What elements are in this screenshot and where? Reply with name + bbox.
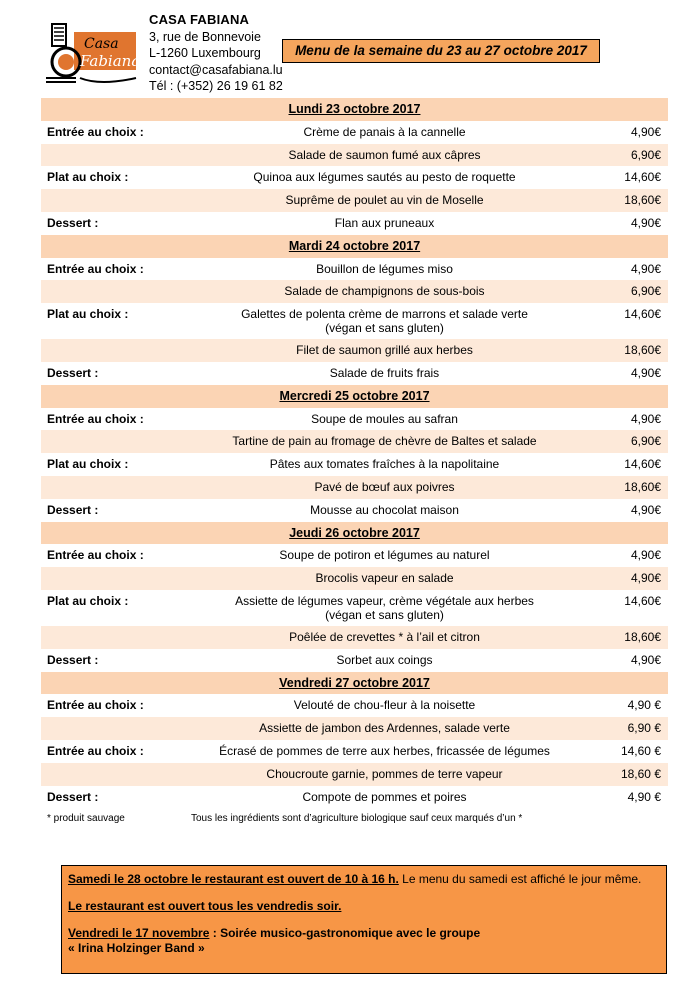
dish-line: Écrasé de pommes de terre aux herbes, fricassée de légumes	[219, 743, 550, 758]
price: 4,90€	[630, 261, 661, 276]
dish-name	[159, 284, 610, 298]
price: 4,90€	[630, 411, 661, 426]
casa-fabiana-logo	[44, 18, 142, 92]
dish-line: Galettes de polenta crème de marrons et salade verte	[241, 307, 528, 322]
price: 4,90€	[630, 652, 661, 667]
course-label: Entrée au choix :	[47, 411, 144, 426]
dish-name	[159, 480, 610, 494]
price: 4,90 €	[627, 789, 661, 804]
price: 6,90€	[630, 284, 661, 299]
menu-row	[41, 786, 668, 809]
dish-name	[159, 193, 610, 207]
menu-row	[41, 453, 668, 476]
course-label: Entrée au choix :	[47, 698, 144, 713]
dish-line: Flan aux pruneaux	[334, 215, 435, 230]
price: 18,60€	[624, 193, 661, 208]
menu-row	[41, 339, 668, 362]
footnote-wild-product: * produit sauvage	[47, 813, 125, 825]
course-label: Dessert :	[47, 652, 99, 667]
menu-title: Menu de la semaine du 23 au 27 octobre 2017	[282, 39, 600, 63]
footnote-organic: Tous les ingrédients sont d’agriculture biologique sauf ceux marqués d’un *	[191, 813, 523, 825]
menu-row	[41, 430, 668, 453]
info-line-1: Samedi le 28 octobre le restaurant est ouvert de 10 à 16 h. Le menu du samedi est affiché le jour même.	[68, 872, 642, 886]
dish-line: Bouillon de légumes miso	[316, 261, 453, 276]
menu-row	[41, 408, 668, 431]
dish-line: Choucroute garnie, pommes de terre vapeur	[266, 766, 503, 781]
menu-row	[41, 121, 668, 144]
menu-footnote	[41, 808, 668, 828]
dish-name	[159, 698, 610, 712]
price: 14,60€	[624, 457, 661, 472]
price: 18,60€	[624, 629, 661, 644]
svg-text:Fabiana: Fabiana	[80, 52, 141, 70]
menu-row	[41, 258, 668, 281]
day-header: Mardi 24 octobre 2017	[41, 235, 668, 258]
dish-line: Soupe de moules au safran	[311, 411, 458, 426]
price: 18,60€	[624, 479, 661, 494]
dish-name	[159, 343, 610, 357]
dish-name	[159, 148, 610, 162]
price: 14,60 €	[620, 743, 661, 758]
dish-name	[159, 571, 610, 585]
address-line-1: 3, rue de Bonnevoie	[149, 29, 261, 44]
restaurant-contact	[149, 12, 283, 95]
menu-row	[41, 189, 668, 212]
price: 4,90€	[630, 215, 661, 230]
dish-line: Tartine de pain au fromage de chèvre de Baltes et salade	[232, 434, 537, 449]
dish-name	[159, 767, 610, 781]
dish-line: Pavé de bœuf aux poivres	[314, 479, 455, 494]
menu-row	[41, 499, 668, 522]
phone: Tél : (+352) 26 19 61 82	[149, 79, 283, 94]
course-label: Plat au choix :	[47, 170, 129, 185]
menu-row	[41, 763, 668, 786]
dish-line: Salade de champignons de sous-bois	[284, 284, 485, 299]
course-label: Dessert :	[47, 215, 99, 230]
dish-line: Compote de pommes et poires	[302, 789, 467, 804]
dish-note: (végan et sans gluten)	[325, 607, 444, 622]
dish-name	[159, 434, 610, 448]
dish-note: (végan et sans gluten)	[325, 321, 444, 336]
info-line-2: Le restaurant est ouvert tous les vendredis soir.	[68, 899, 342, 913]
course-label: Entrée au choix :	[47, 743, 144, 758]
dish-line: Mousse au chocolat maison	[310, 502, 459, 517]
menu-row	[41, 362, 668, 385]
menu-row	[41, 212, 668, 235]
dish-line: Assiette de jambon des Ardennes, salade verte	[259, 721, 510, 736]
course-label: Plat au choix :	[47, 593, 129, 608]
dish-name	[159, 457, 610, 471]
price: 4,90 €	[627, 698, 661, 713]
course-label: Entrée au choix :	[47, 124, 144, 139]
day-header: Lundi 23 octobre 2017	[41, 98, 668, 121]
course-label: Entrée au choix :	[47, 548, 144, 563]
restaurant-name: CASA FABIANA	[149, 12, 250, 27]
dish-name	[159, 262, 610, 276]
price: 6,90 €	[627, 721, 661, 736]
dish-line: Pâtes aux tomates fraîches à la napolitaine	[269, 457, 500, 472]
info-line-3: Vendredi le 17 novembre : Soirée musico-gastronomique avec le groupe	[68, 926, 481, 940]
dish-line: Filet de saumon grillé aux herbes	[296, 343, 473, 358]
dish-line: Brocolis vapeur en salade	[315, 571, 454, 586]
dish-name	[159, 307, 610, 335]
menu-row	[41, 544, 668, 567]
menu-row	[41, 626, 668, 649]
course-label: Plat au choix :	[47, 307, 129, 322]
price: 4,90€	[630, 502, 661, 517]
dish-line: Quinoa aux légumes sautés au pesto de roquette	[253, 170, 516, 185]
day-header: Jeudi 26 octobre 2017	[41, 522, 668, 545]
address-line-2: L-1260 Luxembourg	[149, 46, 261, 61]
price: 18,60 €	[620, 766, 661, 781]
dish-name	[159, 630, 610, 644]
dish-line: Salade de saumon fumé aux câpres	[288, 147, 481, 162]
day-header: Vendredi 27 octobre 2017	[41, 672, 668, 695]
price: 4,90€	[630, 124, 661, 139]
dish-name	[159, 653, 610, 667]
dish-name	[159, 503, 610, 517]
menu-row	[41, 649, 668, 672]
dish-line: Crème de panais à la cannelle	[303, 124, 466, 139]
email[interactable]: contact@casafabiana.lu	[149, 62, 283, 77]
menu-row	[41, 717, 668, 740]
menu-row	[41, 476, 668, 499]
svg-text:Casa: Casa	[84, 36, 119, 52]
dish-line: Velouté de chou-fleur à la noisette	[293, 698, 476, 713]
info-box	[61, 865, 667, 974]
dish-name	[159, 594, 610, 622]
dish-name	[159, 216, 610, 230]
dish-name	[159, 790, 610, 804]
menu-row	[41, 590, 668, 626]
menu-row	[41, 740, 668, 763]
price: 14,60€	[624, 307, 661, 322]
price: 18,60€	[624, 343, 661, 358]
price: 14,60€	[624, 170, 661, 185]
dish-name	[159, 366, 610, 380]
day-header: Mercredi 25 octobre 2017	[41, 385, 668, 408]
price: 6,90€	[630, 147, 661, 162]
dish-name	[159, 548, 610, 562]
course-label: Plat au choix :	[47, 457, 129, 472]
header	[0, 0, 700, 95]
course-label: Entrée au choix :	[47, 261, 144, 276]
dish-line: Soupe de potiron et légumes au naturel	[279, 548, 490, 563]
dish-name	[159, 170, 610, 184]
price: 6,90€	[630, 434, 661, 449]
weekly-menu-table	[41, 98, 668, 828]
dish-name	[159, 744, 610, 758]
dish-line: Sorbet aux coings	[336, 652, 433, 667]
menu-row	[41, 280, 668, 303]
dish-name	[159, 412, 610, 426]
course-label: Dessert :	[47, 789, 99, 804]
dish-line: Suprême de poulet au vin de Moselle	[285, 193, 484, 208]
dish-line: Assiette de légumes vapeur, crème végétale aux herbes	[235, 593, 534, 608]
dish-line: Salade de fruits frais	[329, 365, 440, 380]
dish-line: Poêlée de crevettes * à l’ail et citron	[289, 629, 480, 644]
price: 14,60€	[624, 593, 661, 608]
menu-row	[41, 166, 668, 189]
course-label: Dessert :	[47, 502, 99, 517]
price: 4,90€	[630, 548, 661, 563]
menu-row	[41, 303, 668, 339]
dish-name	[159, 125, 610, 139]
dish-name	[159, 721, 610, 735]
course-label: Dessert :	[47, 365, 99, 380]
info-line-4: « Irina Holzinger Band »	[68, 941, 205, 955]
menu-row	[41, 144, 668, 167]
price: 4,90€	[630, 571, 661, 586]
menu-row	[41, 567, 668, 590]
price: 4,90€	[630, 365, 661, 380]
menu-row	[41, 694, 668, 717]
